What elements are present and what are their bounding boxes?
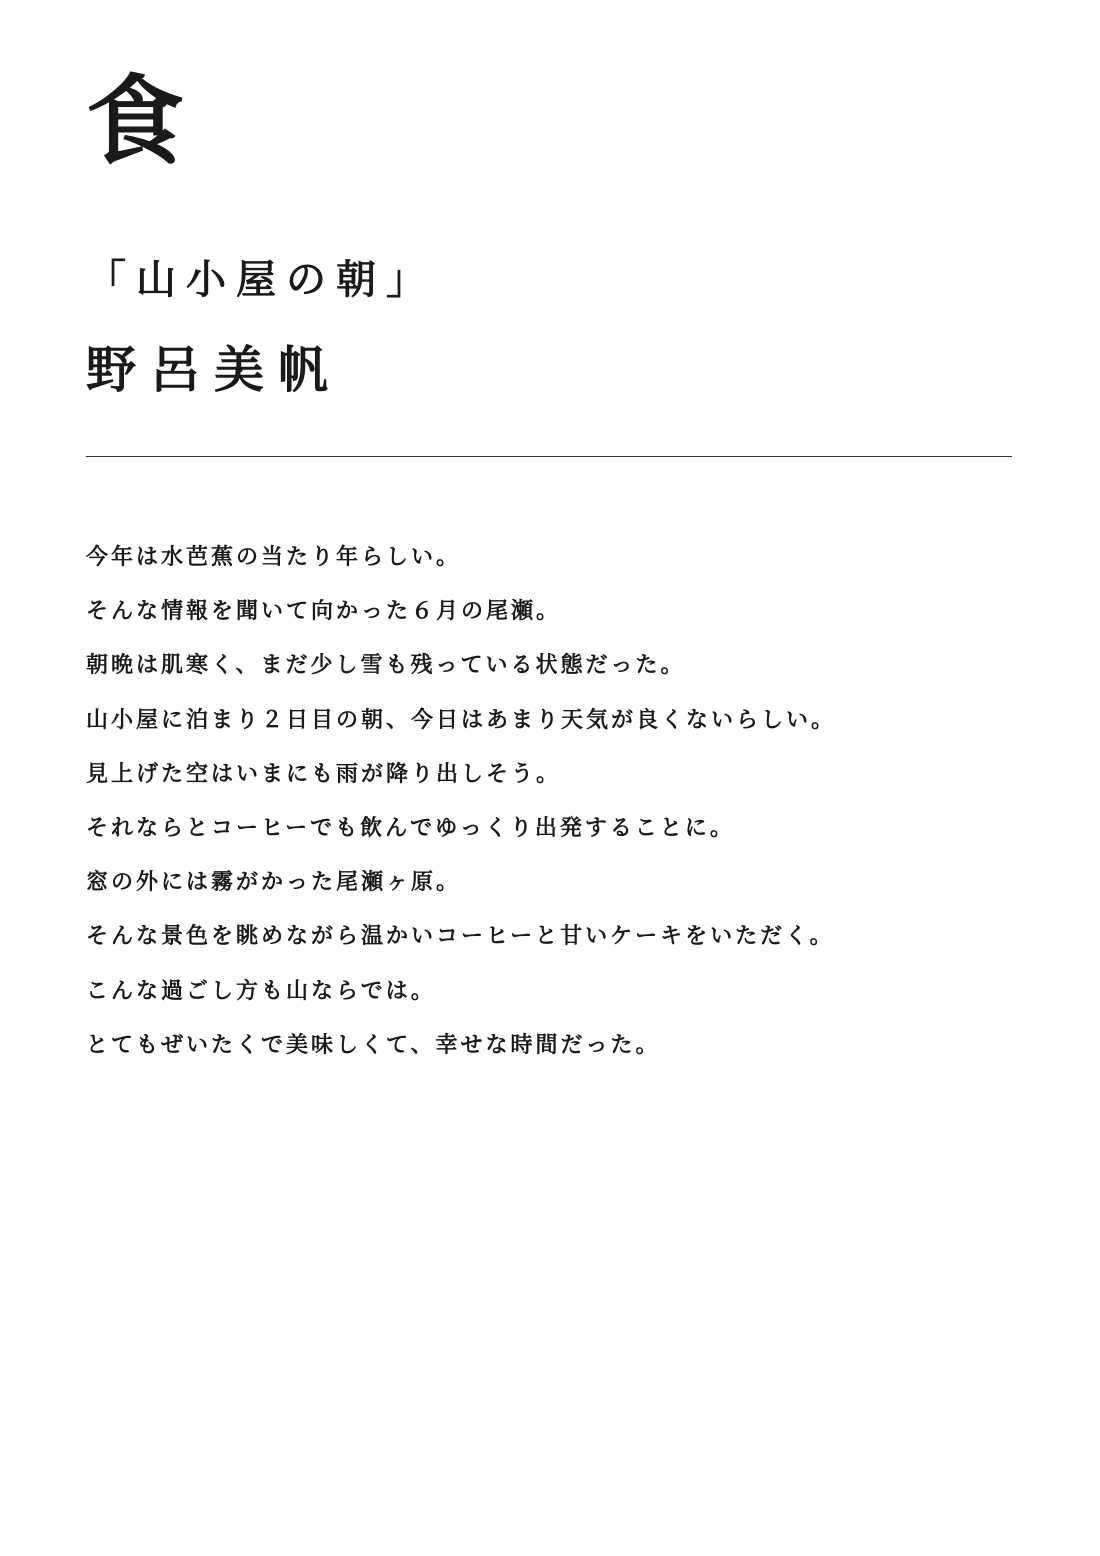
body-line: 今年は水芭蕉の当たり年らしい。 [86,545,462,570]
body-line: それならとコーヒーでも飲んでゆっくり出発することに。 [86,815,735,841]
author-name: 野呂美帆 [86,341,342,399]
body-line: とてもぜいたくで美味しくて、幸せな時間だった。 [86,1032,661,1058]
body-line: こんな過ごし方も山ならでは。 [86,978,436,1004]
article-title: 「山小屋の朝」 [86,257,436,303]
category-heading: 食 [86,65,185,179]
body-line: そんな情報を聞いて向かった６月の尾瀬。 [86,599,562,625]
body-line: 見上げた空はいまにも雨が降り出しそう。 [86,761,562,787]
body-line: 山小屋に泊まり２日目の朝、今日はあまり天気が良くないらしい。 [86,707,837,733]
body-line: そんな景色を眺めながら温かいコーヒーと甘いケーキをいただく。 [86,924,835,950]
body-line: 窓の外には霧がかった尾瀬ヶ原。 [86,870,462,896]
body-line: 朝晩は肌寒く、まだ少し雪も残っている状態だった。 [86,653,686,679]
article-body [86,540,1026,1082]
divider [86,456,1012,457]
